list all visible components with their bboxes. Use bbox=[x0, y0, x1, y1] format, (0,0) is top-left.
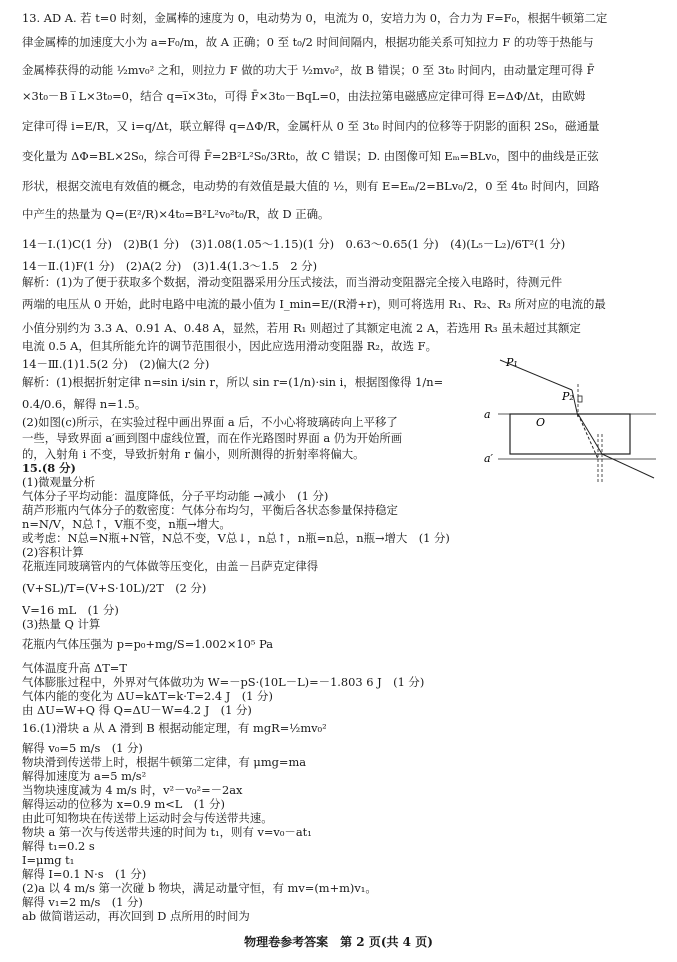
q13-line-4: ×3t₀－B i̅ L×3t₀=0，结合 q=i̅×3t₀，可得 F̄×3t₀－BqL=0，由法拉第电磁感应定律可得 E=ΔΦ/Δt，由欧姆 bbox=[22, 89, 586, 103]
q16-line-4: 解得加速度为 a=5 m/s² bbox=[22, 769, 147, 783]
q15-line-11: (3)热量 Q 计算 bbox=[22, 617, 101, 631]
q13-line-7: 形状，根据交流电有效值的概念，电动势的有效值是最大值的 ½，则有 E=Eₘ/2=BLv₀/2，0 至 4t₀ 时间内，回路 bbox=[22, 179, 600, 193]
dashed-refracted-ray bbox=[578, 414, 598, 459]
q14-3-line-2: 解析：(1)根据折射定律 n=sin i/sin r，所以 sin r=(1/n)·sin i，根据图像得 1/n= bbox=[22, 375, 444, 389]
pin-marker bbox=[578, 396, 582, 402]
q15-line-2: (1)微观量分析 bbox=[22, 475, 96, 489]
q13-line-2: 律金属棒的加速度大小为 a=F₀/m，故 A 正确；0 至 t₀/2 时间间隔内，根据功能关系可知拉力 F 的功等于热能与 bbox=[22, 35, 594, 49]
q14-3-line-4: (2)如图(c)所示，在实验过程中画出界面 a 后，不小心将玻璃砖向上平移了 bbox=[22, 415, 398, 429]
q13-line-3: 金属棒获得的动能 ½mv₀² 之和，则拉力 F 做的功大于 ½mv₀²，故 B 错误；0 至 3t₀ 时间内，由动量定理可得 F̄ bbox=[22, 63, 595, 77]
q16-line-3: 物块滑到传送带上时，根据牛顿第二定律，有 μmg=ma bbox=[22, 755, 307, 769]
q13-line-6: 变化量为 ΔΦ=BL×2S₀，综合可得 F̄=2B²L²S₀/3Rt₀，故 C 错误；D. 由图像可知 Eₘ=BLv₀，图中的曲线是正弦 bbox=[22, 149, 599, 163]
q16-line-1: 16.(1)滑块 a 从 A 滑到 B 根据动能定理，有 mgR=½mv₀² bbox=[22, 721, 327, 735]
q14-3-line-3: 0.4/0.6，解得 n=1.5。 bbox=[22, 397, 147, 411]
q15-line-3: 气体分子平均动能：温度降低，分子平均动能 →减小 (1 分) bbox=[22, 489, 329, 503]
q15-line-16: 由 ΔU=W+Q 得 Q=ΔU－W=4.2 J (1 分) bbox=[22, 703, 252, 717]
q15-line-10: V=16 mL (1 分) bbox=[22, 603, 119, 617]
q15-line-8: 花瓶连同玻璃管内的气体做等压变化，由盖－吕萨克定律得 bbox=[22, 559, 319, 573]
q16-line-13: 解得 v₁=2 m/s (1 分) bbox=[22, 895, 143, 909]
q15-line-12: 花瓶内气体压强为 p=p₀+mg/S=1.002×10⁵ Pa bbox=[22, 637, 274, 651]
q16-line-8: 物块 a 第一次与传送带共速的时间为 t₁，则有 v=v₀－at₁ bbox=[22, 825, 312, 839]
q13-line-1: 13. AD A. 若 t=0 时刻，金属棒的速度为 0，电动势为 0，电流为 0，安培力为 0，合力为 F=F₀，根据牛顿第二定 bbox=[22, 11, 608, 25]
q14-2-line-2: 解析：(1)为了便于获取多个数据，滑动变阻器采用分压式接法，而当滑动变阻器完全接入电路时，待测元件 bbox=[22, 275, 563, 289]
q16-line-10: I=μmg t₁ bbox=[22, 853, 75, 867]
q16-line-9: 解得 t₁=0.2 s bbox=[22, 839, 95, 853]
q14-3-line-5: 一些，导致界面 a′画到图中虚线位置，而在作光路图时界面 a 仍为开始所画 bbox=[22, 431, 403, 445]
q16-line-12: (2)a 以 4 m/s 第一次碰 b 物块，满足动量守恒，有 mv=(m+m)v₁。 bbox=[22, 881, 377, 895]
q15-heading: 15.(8 分) bbox=[22, 461, 76, 475]
glass-block bbox=[510, 414, 630, 454]
label-a-prime: a′ bbox=[484, 452, 494, 465]
q14-3-answer: 14－Ⅲ.(1)1.5(2 分) (2)偏大(2 分) bbox=[22, 357, 210, 371]
q16-line-2: 解得 v₀=5 m/s (1 分) bbox=[22, 741, 143, 755]
q16-line-11: 解得 I=0.1 N·s (1 分) bbox=[22, 867, 147, 881]
label-p2: P₂ bbox=[562, 390, 574, 403]
q15-line-7: (2)容积计算 bbox=[22, 545, 84, 559]
q16-line-5: 当物块速度减为 4 m/s 时，v²－v₀²=－2ax bbox=[22, 783, 243, 797]
q16-line-6: 解得运动的位移为 x=0.9 m<L (1 分) bbox=[22, 797, 225, 811]
q14-1-answer: 14－Ⅰ.(1)C(1 分) (2)B(1 分) (3)1.08(1.05～1.15)(1 分) 0.63～0.65(1 分) (4)(L₅－L₂)/6T²(1 分) bbox=[22, 237, 566, 251]
label-o: O bbox=[536, 416, 546, 429]
refracted-ray bbox=[578, 414, 602, 454]
label-a: a bbox=[484, 408, 491, 421]
q15-line-13: 气体温度升高 ΔT=T bbox=[22, 661, 127, 675]
page-footer: 物理卷参考答案 第 2 页(共 4 页) bbox=[244, 935, 433, 949]
q15-line-14: 气体膨胀过程中，外界对气体做功为 W=－pS·(10L－L)=－1.803 6 J (1 分) bbox=[22, 675, 425, 689]
label-p1: P₁ bbox=[506, 356, 518, 369]
q16-line-7: 由此可知物块在传送带上运动时会与传送带共速。 bbox=[22, 811, 273, 825]
q13-line-8: 中产生的热量为 Q=(E²/R)×4t₀=B²L²v₀²t₀/R，故 D 正确。 bbox=[22, 207, 330, 221]
q14-2-line-3: 两端的电压从 0 开始，此时电路中电流的最小值为 I_min=E/(R滑+r)，则可将选用 R₁、R₂、R₃ 所对应的电流的最 bbox=[22, 297, 606, 311]
q15-line-4: 葫芦形瓶内气体分子的数密度：气体分布均匀，平衡后各状态参量保持稳定 bbox=[22, 503, 398, 517]
q15-line-5: n=N/V，N总↑，V瓶不变，n瓶→增大。 bbox=[22, 517, 231, 531]
q16-line-14: ab 做简谐运动，再次回到 D 点所用的时间为 bbox=[22, 909, 250, 923]
q14-2-answer: 14－Ⅱ.(1)F(1 分) (2)A(2 分) (3)1.4(1.3～1.5 2 分) bbox=[22, 259, 318, 273]
q14-2-line-4: 小值分别约为 3.3 A、0.91 A、0.48 A，显然，若用 R₁ 则超过了其额定电流 2 A，若选用 R₃ 虽未超过其额定 bbox=[22, 321, 581, 335]
q14-3-line-6: 的，入射角 i 不变，导致折射角 r 偏小，则所测得的折射率将偏大。 bbox=[22, 447, 365, 461]
q15-line-15: 气体内能的变化为 ΔU=kΔT=k·T=2.4 J (1 分) bbox=[22, 689, 273, 703]
q15-line-6: 或考虑：N总=N瓶+N管，N总不变，V总↓，n总↑，n瓶=n总，n瓶→增大 (1 分) bbox=[22, 531, 450, 545]
q15-line-9: (V+SL)/T=(V+S·10L)/2T (2 分) bbox=[22, 581, 207, 595]
q13-line-5: 定律可得 i=E/R，又 i=q/Δt，联立解得 q=ΔΦ/R，金属杆从 0 至 3t₀ 时间内的位移等于阴影的面积 2S₀，磁通量 bbox=[22, 119, 600, 133]
q14-2-line-5: 电流 0.5 A，但其所能允许的调节范围很小，因此应选用滑动变阻器 R₂，故选 F。 bbox=[22, 339, 437, 353]
